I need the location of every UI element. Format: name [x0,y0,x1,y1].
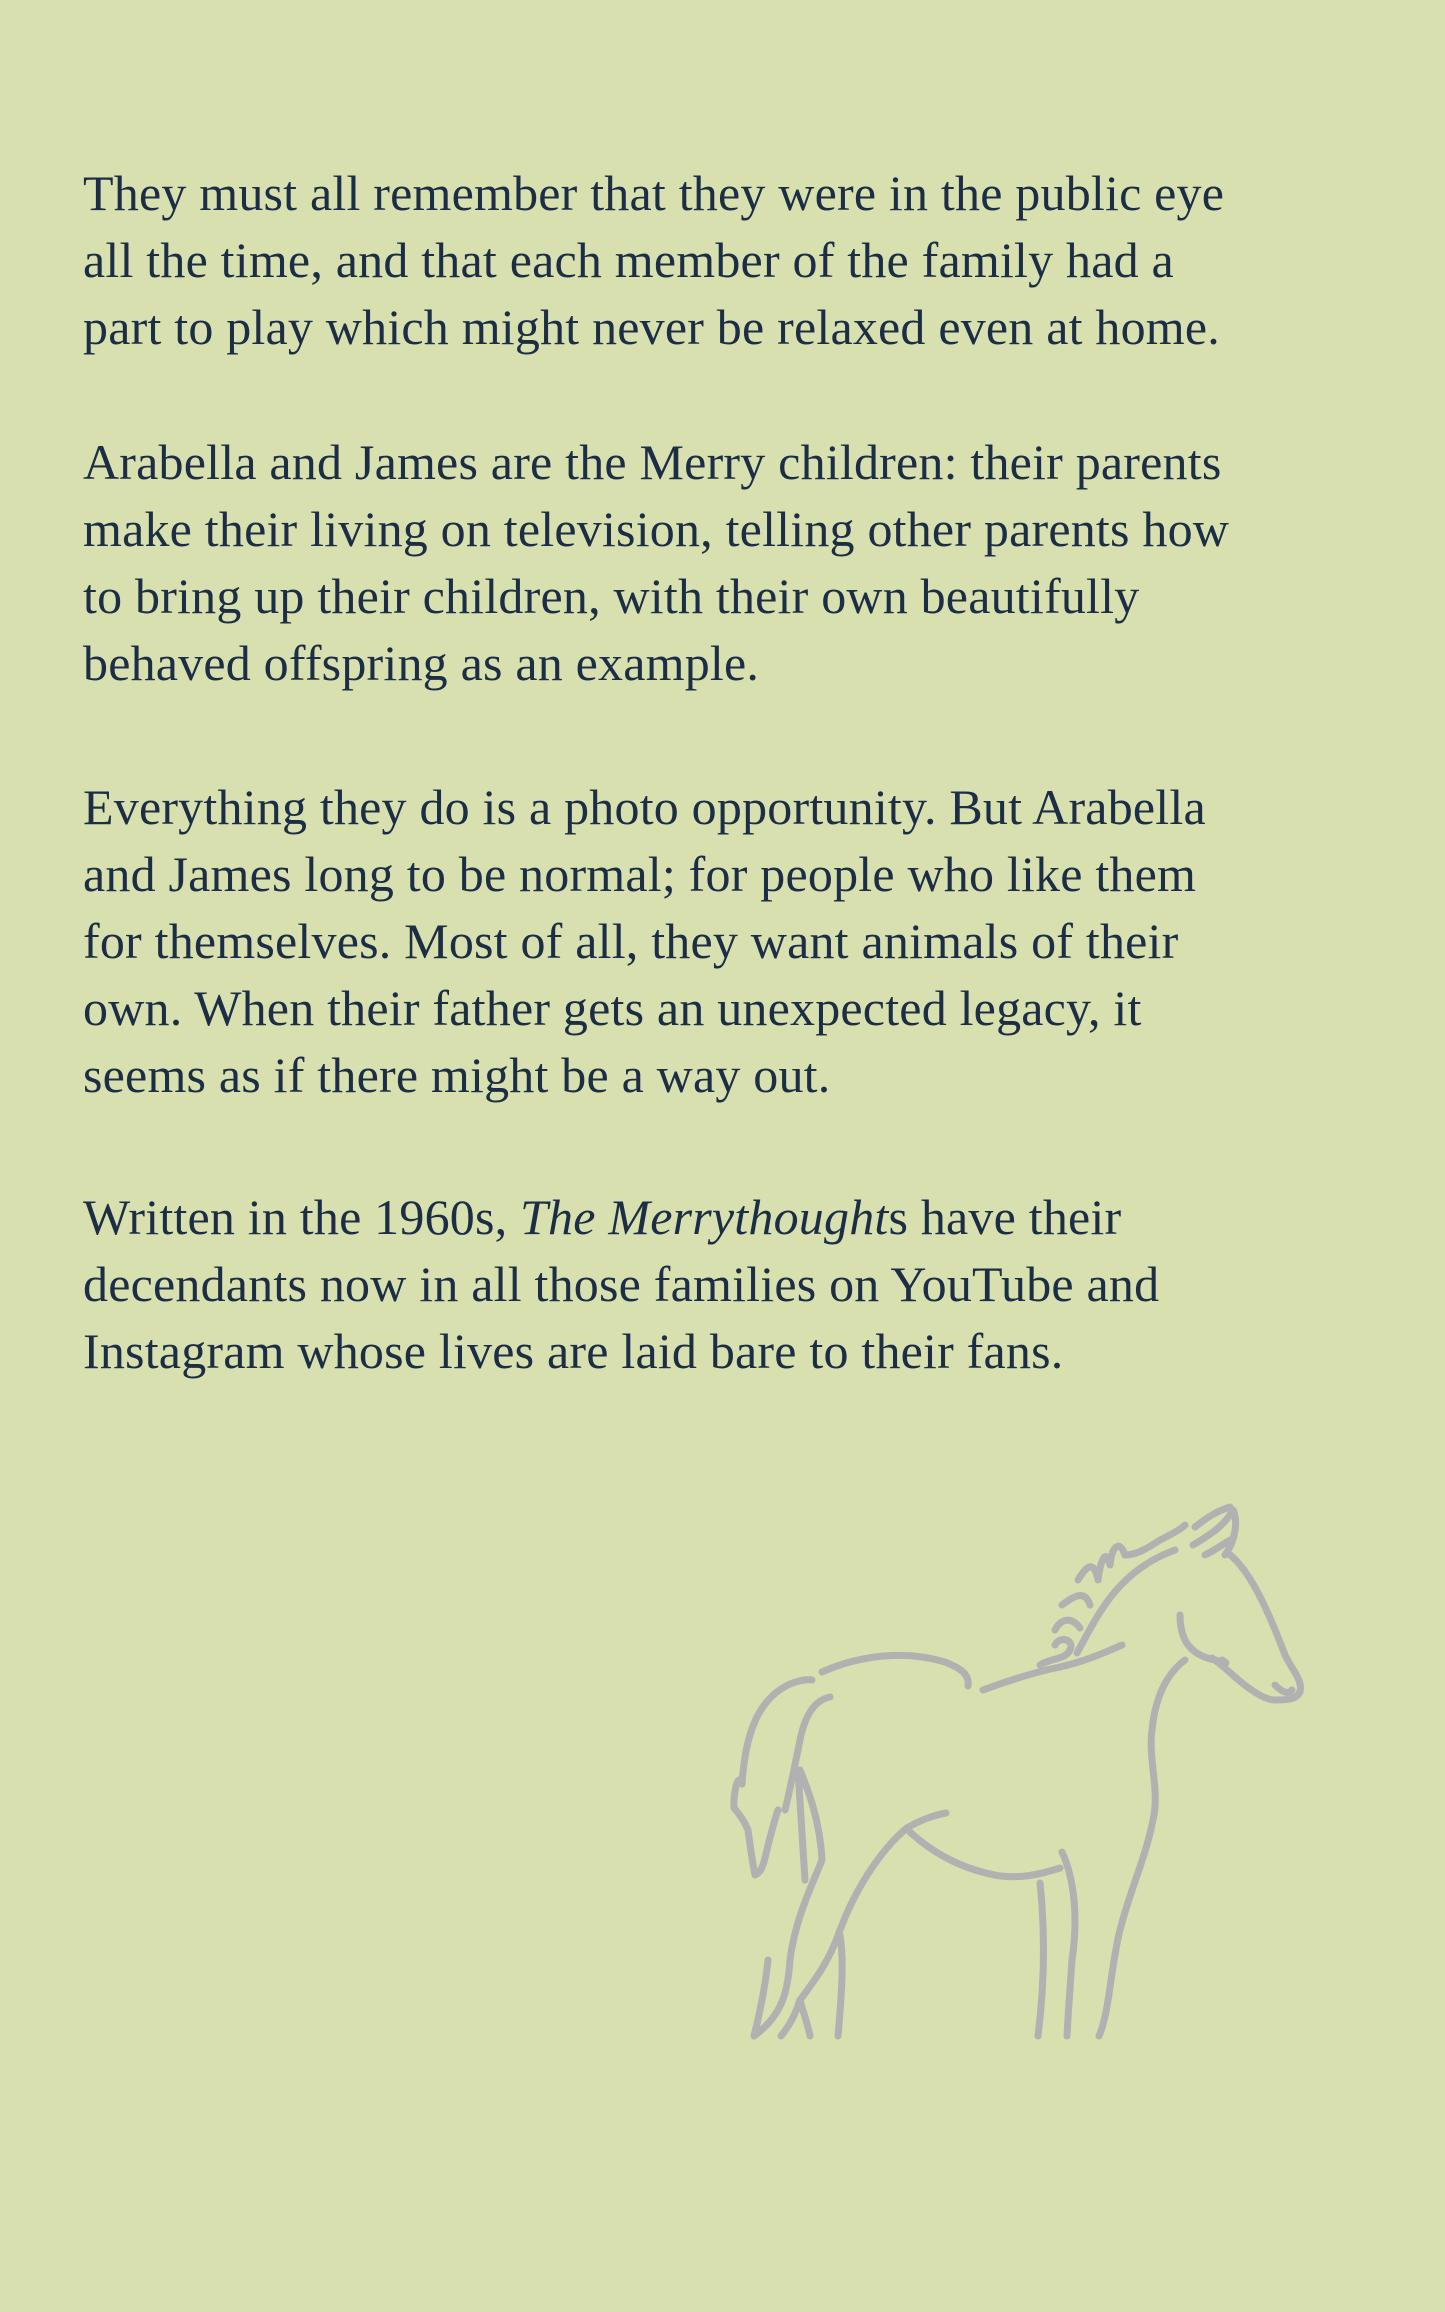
text-line: seems as if there might be a way out. [83,1047,831,1103]
text-line: Everything they do is a photo opportunity. But Arabella [83,779,1206,835]
text-line: to bring up their children, with their own beautifully [83,568,1140,624]
book-title: The Merrythought [520,1189,889,1245]
text-line: They must all remember that they were in the public eye [83,165,1225,221]
text-line: all the time, and that each member of the family had a [83,232,1174,288]
text-line: decendants now in all those families on YouTube and [83,1256,1160,1312]
text-line: for themselves. Most of all, they want animals of their [83,913,1179,969]
text-line [83,1189,1122,1245]
text-line: own. When their father gets an unexpected legacy, it [83,980,1142,1036]
text-line: and James long to be normal; for people who like them [83,846,1197,902]
text-line: Instagram whose lives are laid bare to their fans. [83,1323,1064,1379]
text-line: behaved offspring as an example. [83,635,760,691]
text-line: Arabella and James are the Merry children: their parents [83,434,1222,490]
text-span: s have their [888,1189,1122,1245]
text-line: make their living on television, telling other parents how [83,501,1230,557]
text-line: part to play which might never be relaxed even at home. [83,299,1220,355]
text-span: Written in the 1960s, [83,1189,521,1245]
